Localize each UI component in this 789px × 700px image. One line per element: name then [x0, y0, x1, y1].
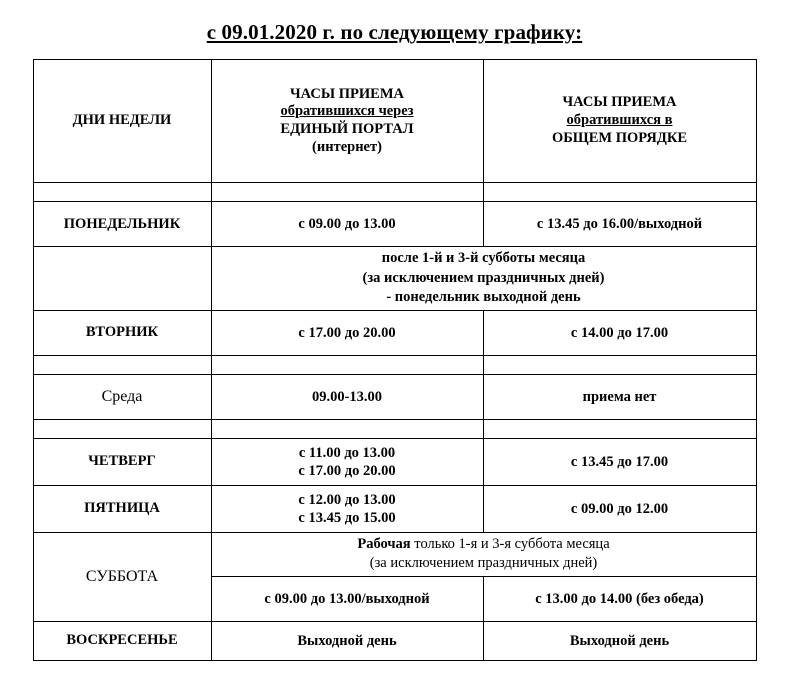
header-portal-line3: ЕДИНЫЙ ПОРТАЛ — [280, 121, 414, 137]
header-portal-line4: (интернет) — [312, 138, 382, 155]
spacer-cell-portal — [211, 183, 483, 202]
header-cell-portal — [211, 60, 483, 183]
portal-hours-friday-line2: с 13.45 до 15.00 — [298, 509, 396, 526]
common-hours-thursday: с 13.45 до 17.00 — [483, 438, 756, 485]
portal-hours-tuesday: с 17.00 до 20.00 — [211, 310, 483, 355]
saturday-note — [211, 532, 756, 576]
saturday-note-line1 — [216, 535, 752, 555]
spacer-row-2 — [33, 355, 756, 374]
spacer-row-3 — [33, 419, 756, 438]
day-label-wednesday: Среда — [33, 374, 211, 419]
header-common-line2: обратившихся в — [566, 112, 673, 129]
day-label-thursday: ЧЕТВЕРГ — [33, 438, 211, 485]
spacer-cell-common — [483, 183, 756, 202]
table-row-saturday-note — [33, 532, 756, 576]
header-portal-line2: обратившихся через — [280, 103, 414, 120]
header-common-line3: ОБЩЕМ ПОРЯДКЕ — [551, 129, 688, 146]
portal-hours-thursday — [211, 438, 483, 485]
common-hours-monday: с 13.45 до 16.00/выходной — [483, 202, 756, 247]
header-cell-common — [483, 60, 756, 183]
day-label-tuesday: ВТОРНИК — [33, 310, 211, 355]
portal-hours-friday-line1: с 12.00 до 13.00 — [298, 491, 396, 508]
header-common-line1: ЧАСЫ ПРИЕМА — [562, 94, 677, 111]
saturday-note-line1-rest: только 1-я и 3-я суббота месяца — [410, 535, 610, 552]
table-row-tuesday — [33, 310, 756, 355]
day-label-monday: ПОНЕДЕЛЬНИК — [33, 202, 211, 247]
day-label-saturday: СУББОТА — [33, 532, 211, 621]
table-row-friday — [33, 485, 756, 532]
schedule-table — [33, 59, 757, 661]
header-portal-line1: ЧАСЫ ПРИЕМА — [290, 85, 404, 102]
spacer2-cell-common — [483, 355, 756, 374]
saturday-note-line2: (за исключением праздничных дней) — [369, 555, 598, 572]
table-row-monday-note — [33, 247, 756, 311]
spacer3-cell-day — [33, 419, 211, 438]
page-title: с 09.01.2020 г. по следующему графику: — [206, 20, 583, 44]
monday-note — [211, 247, 756, 311]
portal-hours-saturday: с 09.00 до 13.00/выходной — [211, 576, 483, 621]
common-hours-saturday: с 13.00 до 14.00 (без обеда) — [483, 576, 756, 621]
table-header-row — [33, 60, 756, 183]
monday-note-line1: после 1-й и 3-й субботы месяца — [381, 250, 586, 266]
portal-hours-thursday-line1: с 11.00 до 13.00 — [298, 444, 396, 461]
portal-hours-wednesday: 09.00-13.00 — [211, 374, 483, 419]
portal-hours-friday — [211, 485, 483, 532]
spacer-row — [33, 183, 756, 202]
portal-hours-monday: с 09.00 до 13.00 — [211, 202, 483, 247]
saturday-note-line1-bold: Рабочая — [357, 535, 411, 552]
common-hours-wednesday: приема нет — [483, 374, 756, 419]
portal-hours-thursday-line2: с 17.00 до 20.00 — [298, 462, 396, 479]
monday-note-line3: - понедельник выходной день — [386, 289, 581, 306]
note-cell-empty-monday — [33, 247, 211, 311]
table-row-wednesday — [33, 374, 756, 419]
common-hours-tuesday: с 14.00 до 17.00 — [483, 310, 756, 355]
table-row-sunday — [33, 621, 756, 660]
portal-hours-sunday: Выходной день — [211, 621, 483, 660]
common-hours-sunday: Выходной день — [483, 621, 756, 660]
spacer2-cell-portal — [211, 355, 483, 374]
common-hours-friday: с 09.00 до 12.00 — [483, 485, 756, 532]
spacer3-cell-common — [483, 419, 756, 438]
table-row-monday — [33, 202, 756, 247]
spacer2-cell-day — [33, 355, 211, 374]
spacer3-cell-portal — [211, 419, 483, 438]
day-label-sunday: ВОСКРЕСЕНЬЕ — [33, 621, 211, 660]
day-label-friday: ПЯТНИЦА — [33, 485, 211, 532]
table-row-thursday — [33, 438, 756, 485]
spacer-cell-day — [33, 183, 211, 202]
header-cell-day: ДНИ НЕДЕЛИ — [33, 60, 211, 183]
monday-note-line2: (за исключением праздничных дней) — [362, 269, 605, 286]
